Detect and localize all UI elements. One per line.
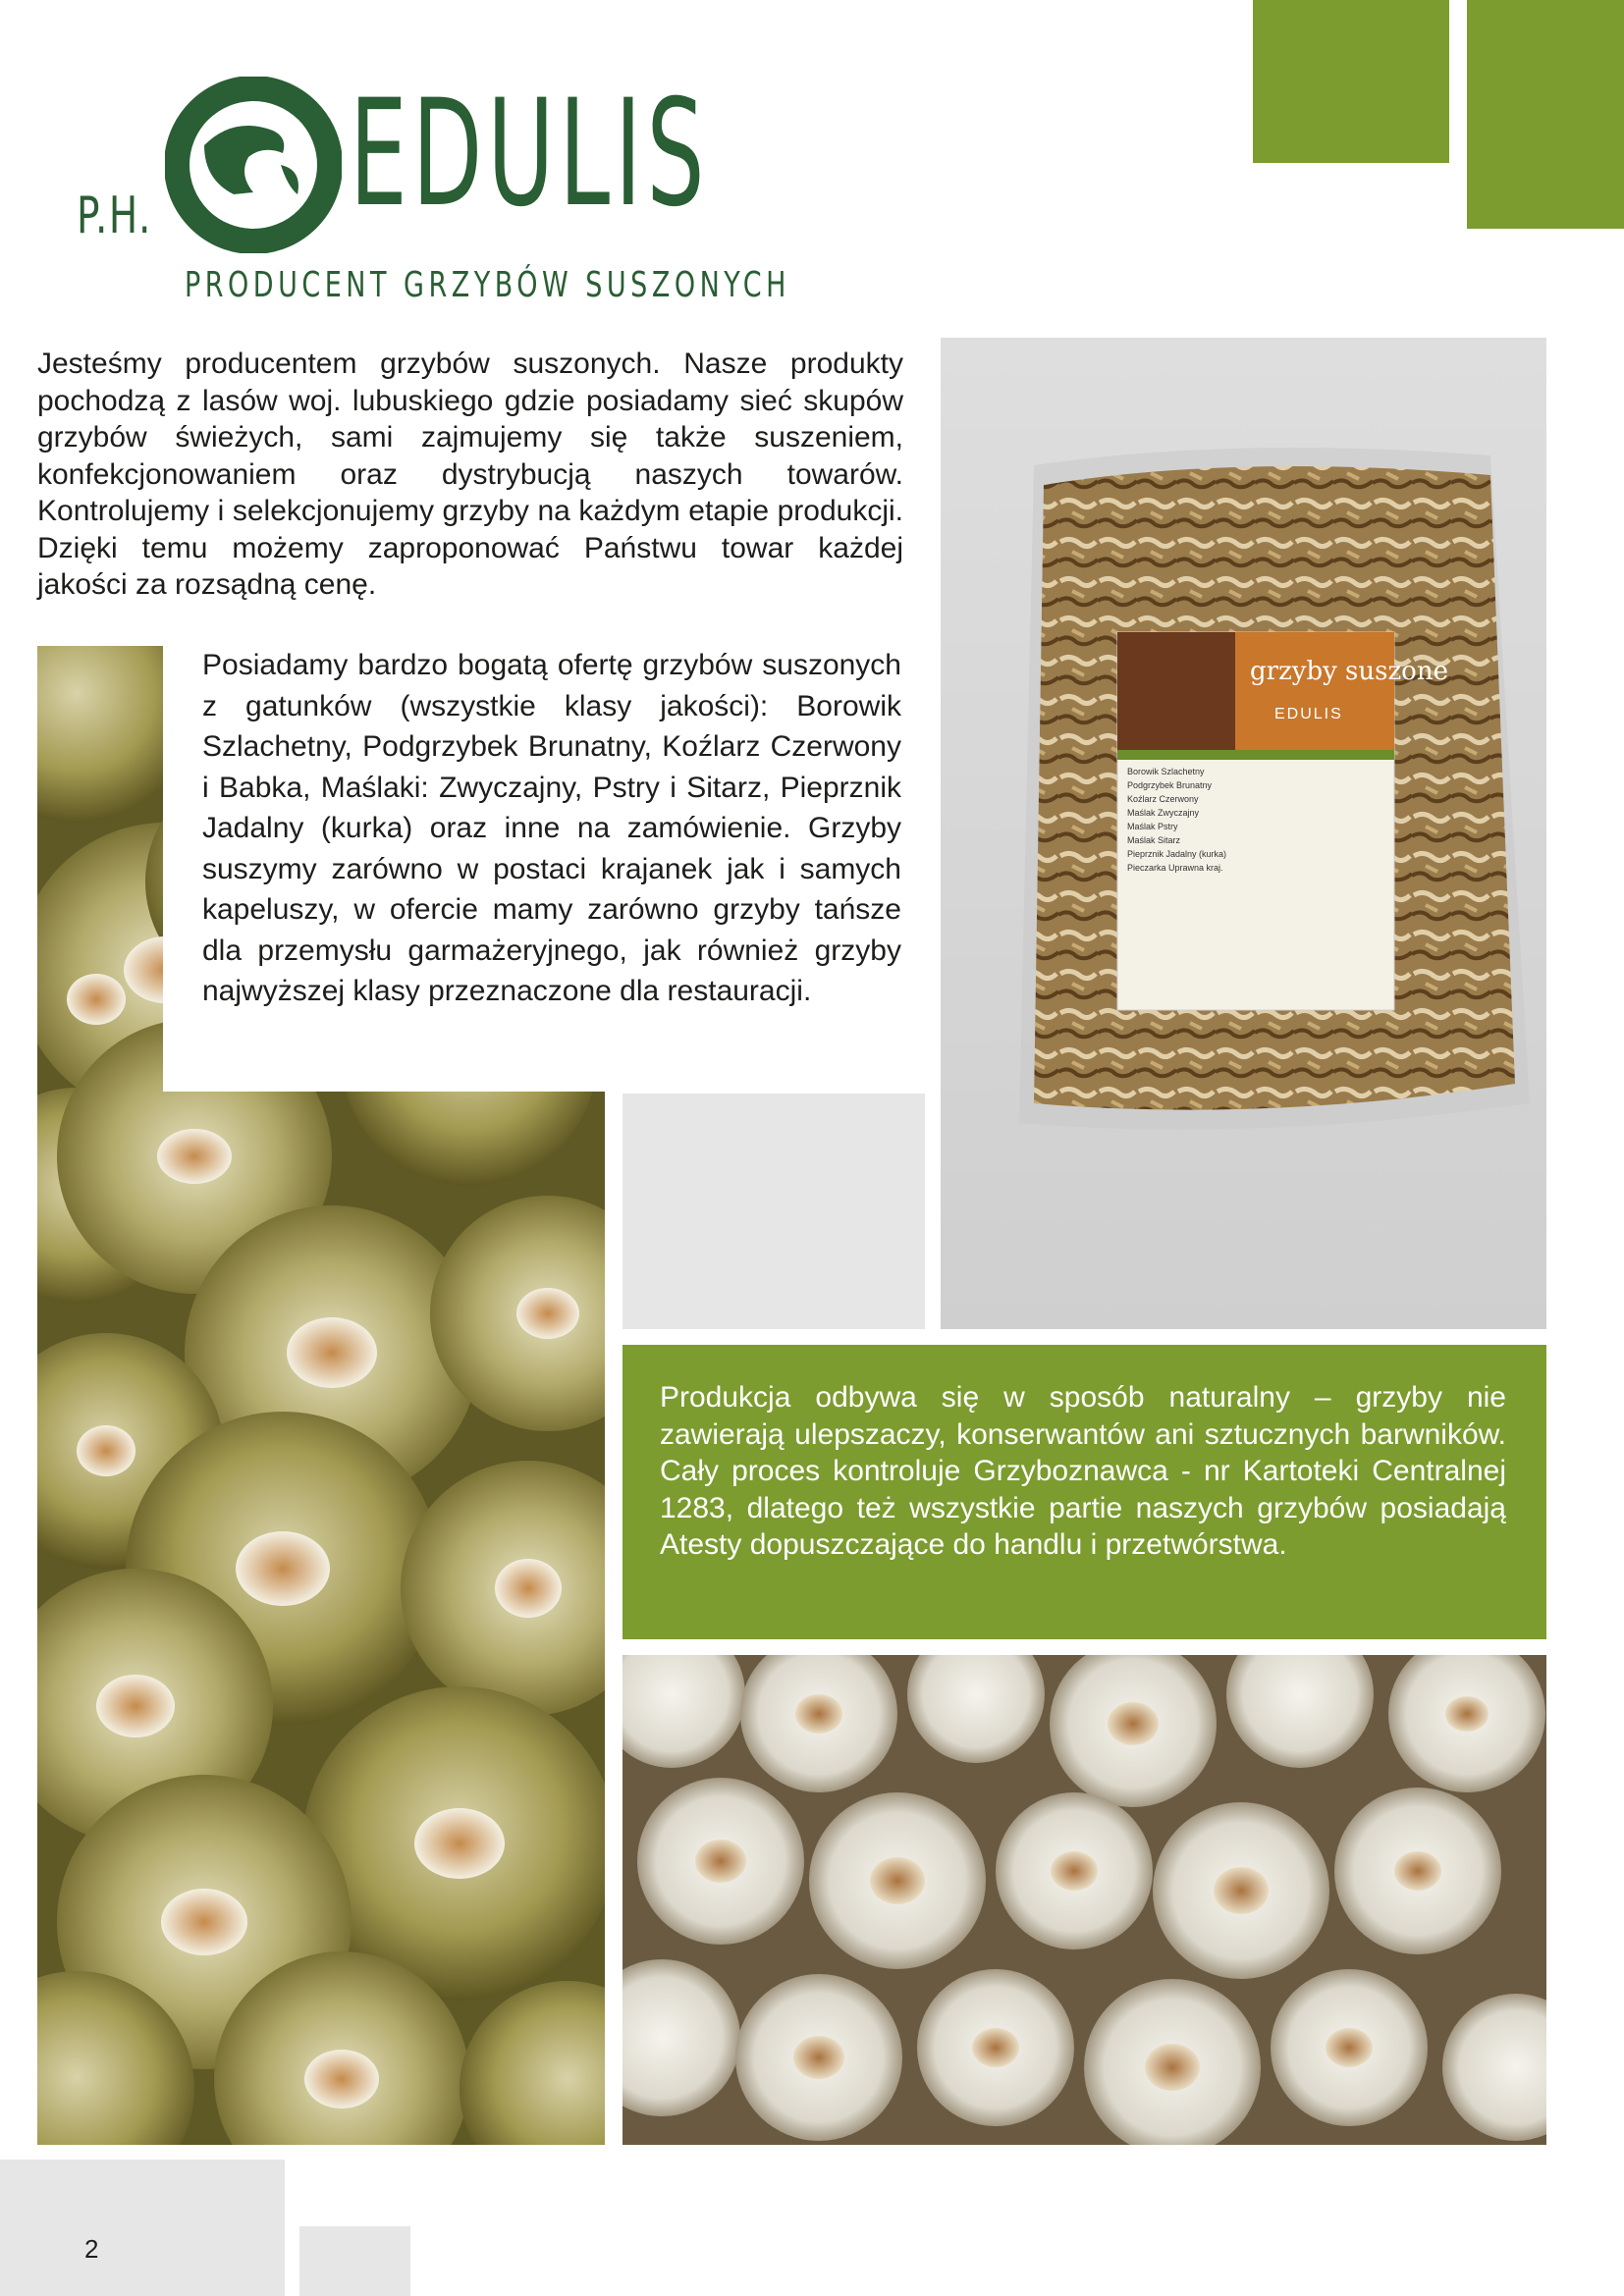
- package-label-title: grzyby suszone: [1250, 657, 1448, 686]
- package-label-row: Borowik Szlachetny: [1127, 767, 1205, 776]
- package-label-brand: EDULIS: [1274, 706, 1343, 722]
- logo-emblem: [165, 77, 342, 253]
- corner-accent-square-1: [1253, 0, 1449, 163]
- intro-paragraph: Jesteśmy producentem grzybów suszonych. Nasze produkty pochodzą z lasów woj. lubuskiego gdzie posiadamy sieć skupów grzybów świeżych, sami zajmujemy się także suszeniem, konfekcjonowaniem oraz dystrybucją naszych towarów. Kontrolujemy i selekcjonujemy grzyby na każdym etapie produkcji. Dzięki temu możemy zaproponować Państwu towar każdej jakości za rozsądną cenę.: [37, 347, 903, 601]
- package-label-list: [1127, 765, 1384, 875]
- package-label-row: Maślak Sitarz: [1127, 835, 1181, 845]
- package-label-row: Podgrzybek Brunatny: [1127, 780, 1213, 790]
- package-label-row: Koźlarz Czerwony: [1127, 794, 1199, 804]
- product-package-photo: [941, 338, 1546, 1329]
- logo-prefix: P.H.: [77, 187, 152, 245]
- footer-accent-square-1: [0, 2160, 285, 2296]
- package-label-row: Pieczarka Uprawna kraj.: [1127, 863, 1223, 873]
- logo-brand-name: EDULIS: [350, 69, 710, 240]
- logo-tagline: PRODUCENT GRZYBÓW SUSZONYCH: [185, 265, 790, 305]
- logo: [77, 69, 790, 324]
- offer-paragraph: Posiadamy bardzo bogatą ofertę grzybów suszonych z gatunków (wszystkie klasy jakości): Borowik Szlachetny, Podgrzybek Brunatny, Koźlarz Czerwony i Babka, Maślaki: Zwyczajny, Pstry i Sitarz, Pieprznik Jadalny (kurka) oraz inne na zamówienie. Grzyby suszymy zarówno w postaci krajanek jak i samych kapeluszy, w ofercie mamy zarówno grzyby tańsze dla przemysłu garmażeryjnego, jak również grzyby najwyższej klasy przeznaczone dla restauracji.: [202, 649, 901, 1007]
- white-mushroom-texture: [623, 1655, 1546, 2145]
- production-paragraph: Produkcja odbywa się w sposób naturalny – grzyby nie zawierają ulepszaczy, konserwantów ani sztucznych barwników. Cały proces kontroluje Grzyboznawca - nr Kartoteki Centralnej 1283, dlatego też wszystkie partie naszych grzybów posiadają Atesty dopuszczające do handlu i przetwórstwa.: [660, 1381, 1506, 1561]
- page-number: 2: [84, 2234, 99, 2264]
- dried-mushroom-photo-small: [623, 1655, 1546, 2145]
- grey-accent-square: [623, 1094, 925, 1329]
- package-label-row: Pieprznik Jadalny (kurka): [1127, 849, 1227, 859]
- corner-accent-square-2: [1467, 0, 1624, 229]
- footer-accent-square-2: [299, 2226, 410, 2296]
- package-label-row: Maślak Pstry: [1127, 822, 1178, 831]
- package-label-row: Maślak Zwyczajny: [1127, 808, 1200, 818]
